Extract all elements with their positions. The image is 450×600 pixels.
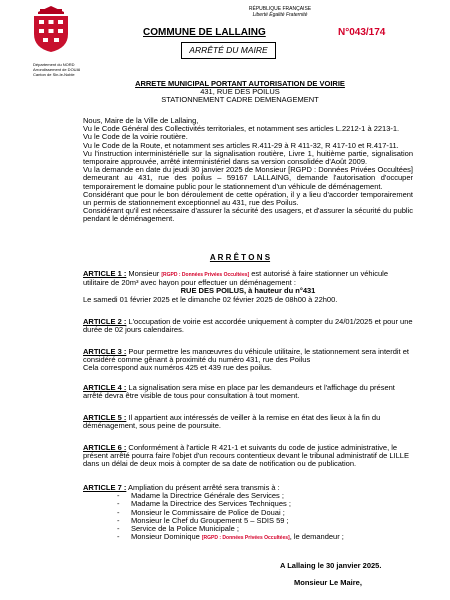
- article-3-heading: ARTICLE 3 :: [83, 347, 127, 356]
- article-2-text: L'occupation de voirie est accordée uniquement à compter du 24/01/2025 et pour une durée de 02 jours calendaires.: [83, 317, 413, 335]
- article-4-heading: ARTICLE 4 :: [83, 383, 127, 392]
- article-5: [83, 414, 413, 430]
- signature-place-date: A Lallaing le 30 janvier 2025.: [280, 561, 382, 570]
- preamble-line: Vu le Code Général des Collectivités territoriales, et notamment ses articles L.2212-1 à 2213-1.: [83, 124, 400, 134]
- republique-label: RÉPUBLIQUE FRANÇAISE: [248, 6, 312, 12]
- list-item: - Madame la Directrice des Services Techniques ;: [83, 500, 413, 508]
- list-item: - Monsieur le Chef du Groupement 5 – SDIS 59 ;: [83, 517, 413, 525]
- preamble: [83, 117, 413, 224]
- list-item: - Service de la Police Municipale ;: [83, 525, 413, 533]
- article-7-heading: ARTICLE 7 :: [83, 483, 127, 492]
- article-7: [83, 484, 413, 542]
- preamble-line: Vu la demande en date du jeudi 30 janvier 2025 de Monsieur [RGPD : Données Privées Occultées] demeurant au 431, rue des poilus – 59167 LALLAING, demande l'autorisation d'occuper temporairement le domaine public pour le stationnement d'un véhicule de déménagement.: [83, 165, 413, 191]
- title-line3: STATIONNEMENT CADRE DEMENAGEMENT: [161, 95, 319, 104]
- list-item: - Monsieur Dominique [RGPD : Données Privées Occultées], le demandeur ;: [83, 533, 413, 542]
- article-1-address: RUE DES POILUS, à hauteur du n°431: [180, 286, 316, 296]
- preamble-line: Vu le Code de la voirie routière.: [83, 132, 188, 142]
- article-1-text-b: est autorisé à faire stationner un véhicule utilitaire de 20m³ avec hayon pour effectuer un déménagement :: [83, 269, 389, 288]
- preamble-line: Nous, Maire de la Ville de Lallaing,: [83, 116, 199, 125]
- sidenote-arrondissement: Arrondissement de DOUAI: [33, 67, 81, 72]
- article-4: [83, 384, 413, 400]
- arretons-heading: A R R Ê T O N S: [209, 253, 271, 262]
- arrete-number: N°043/174: [338, 27, 386, 38]
- article-7-text: Ampliation du présent arrêté sera transmis à :: [126, 483, 280, 492]
- rgpd-mask: [RGPD : Données Privées Occultées]: [201, 535, 290, 542]
- article-3-text: Pour permettre les manœuvres du véhicule utilitaire, le stationnement sera interdit et considéré comme gênant à proximité du numéro 431, rue des Poilus: [83, 347, 409, 365]
- article-3: [83, 348, 413, 373]
- title-line1: ARRETE MUNICIPAL PORTANT AUTORISATION DE VOIRIE: [135, 79, 345, 88]
- title-line2: 431, RUE DES POILUS: [200, 87, 280, 96]
- sidenote-dept: Département du NORD: [33, 62, 75, 67]
- list-item: - Madame la Directrice Générale des Services ;: [83, 492, 413, 500]
- sidenote-canton: Canton de Sin-le-Noble: [33, 72, 75, 77]
- coat-of-arms-logo: [30, 4, 72, 54]
- devise-label: Liberté Égalité Fraternité: [252, 12, 308, 18]
- preamble-line: Vu le Code de la Route, et notamment ses articles R.411-29 à R 411-32, R 417-10 et R.417-11.: [83, 140, 399, 150]
- article-4-text: La signalisation sera mise en place par les demandeurs et l'affichage du présent arrêté devra être visible de tous pour consultation à tout moment.: [83, 383, 395, 401]
- rgpd-mask: [RGPD : Données Privées Occultées]: [161, 272, 250, 278]
- preamble-line: Vu l'instruction interministérielle sur la signalisation routière, Livre 1, huitième partie, signalisation temporaire approuvée, arrêté interministériel dans sa version consolidée d'Août 2009.: [83, 148, 413, 167]
- article-3-text2: Cela correspond aux numéros 425 et 439 rue des poilus.: [83, 363, 272, 373]
- article-6-heading: ARTICLE 6 :: [83, 443, 127, 452]
- article-1: [83, 270, 413, 304]
- article-1-text-a: Monsieur: [126, 269, 162, 278]
- article-6-text: Conformément à l'article R 421-1 et suivants du code de justice administrative, le présent arrêté pourra faire l'objet d'un recours contentieux devant le tribunal administratif de LILLE dans un délai de deux mois à compter de sa date de notification ou de publication.: [83, 443, 409, 469]
- signature-signer: Monsieur Le Maire,: [294, 578, 362, 587]
- preamble-line: Considérant qu'il est nécessaire d'assurer la sécurité des usagers, et d'assurer la sécurité du public pendant le déménagement.: [83, 206, 413, 224]
- preamble-line: Considérant que pour le bon déroulement de cette opération, il y a lieu d'accorder temporairement un permis de stationnement exceptionnel au 431, rue des Poilus.: [83, 189, 413, 208]
- arrete-box: ARRÊTÉ DU MAIRE: [181, 42, 276, 59]
- article-2: [83, 318, 413, 334]
- article-6: [83, 444, 413, 469]
- article-1-heading: ARTICLE 1 :: [83, 269, 127, 278]
- ampliation-list: [83, 492, 413, 542]
- article-5-heading: ARTICLE 5 :: [83, 413, 127, 422]
- article-1-date: Le samedi 01 février 2025 et le dimanche 02 février 2025 de 08h00 à 22h00.: [83, 294, 338, 304]
- list-item: - Monsieur le Commissaire de Police de Douai ;: [83, 509, 413, 517]
- article-5-text: Il appartient aux intéressés de veiller à la remise en état des lieux à la fin du déménagement, sous peine de poursuite.: [83, 413, 381, 431]
- article-2-heading: ARTICLE 2 :: [83, 317, 127, 326]
- commune-title: COMMUNE DE LALLAING: [143, 27, 266, 38]
